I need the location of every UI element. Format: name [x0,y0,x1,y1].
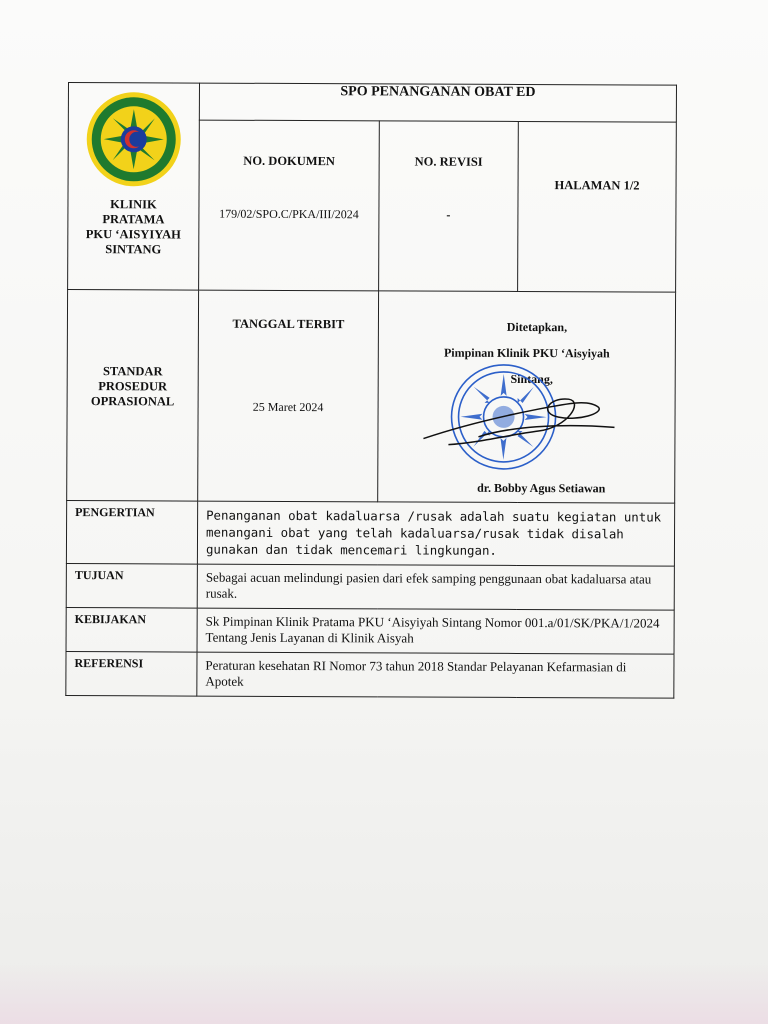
tanggal-terbit-label: TANGGAL TERBIT [232,316,345,332]
standar-line: OPRASIONAL [90,394,175,409]
sintang-text: Sintang, [510,371,553,387]
signer-name: dr. Bobby Agus Setiawan [477,480,606,496]
page-fold-shadow [0,964,768,1024]
tujuan-label: TUJUAN [66,563,197,608]
referensi-text: Peraturan kesehatan RI Nomor 73 tahun 2018 Standar Pelayanan Kefarmasian di Apotek [197,652,674,698]
clinic-name-line: KLINIK [110,197,157,212]
kebijakan-text: Sk Pimpinan Klinik Pratama PKU ‘Aisyiyah Sintang Nomor 001.a/01/SK/PKA/1/2024 Tentang Jenis Layanan di Klinik Aisyah [197,608,674,654]
standar-line: STANDAR [102,364,163,379]
approval-cell [378,291,676,503]
clinic-name-line: SINTANG [105,242,162,257]
tanggal-terbit-value: 25 Maret 2024 [252,399,324,415]
signature-icon [418,387,618,458]
spo-document [65,82,678,699]
document-title: SPO PENANGANAN OBAT ED [199,83,676,122]
standar-line: PROSEDUR [98,379,168,394]
no-dokumen-value: 179/02/SPO.C/PKA/III/2024 [219,206,359,222]
no-revisi-label: NO. REVISI [414,154,483,169]
no-dokumen-label: NO. DOKUMEN [243,153,336,169]
halaman-cell [518,121,677,292]
referensi-label: REFERENSI [66,651,197,696]
no-revisi-cell [379,121,519,292]
spo-table [65,82,677,699]
aisyiyah-logo-icon [84,89,184,189]
ditetapkan-text: Ditetapkan, [506,319,568,335]
standar-cell [67,290,199,502]
no-dokumen-cell [199,120,380,291]
tujuan-text: Sebagai acuan melindungi pasien dari efek samping penggunaan obat kadaluarsa atau rusak. [197,564,674,610]
clinic-name-line: PKU ‘AISYIYAH [85,227,181,242]
pengertian-label: PENGERTIAN [66,500,197,564]
no-revisi-value: - [446,207,451,222]
clinic-name-line: PRATAMA [102,212,165,227]
clinic-cell [68,83,200,291]
pimpinan-text: Pimpinan Klinik PKU ‘Aisyiyah [443,345,610,361]
kebijakan-label: KEBIJAKAN [66,607,197,652]
tanggal-terbit-cell [198,290,379,502]
halaman-label: HALAMAN 1/2 [554,178,640,193]
pengertian-text: Penanganan obat kadaluarsa /rusak adalah suatu kegiatan untuk menangani obat yang telah kadaluarsa/rusak tidak disalah gunakan dan tidak mencemari lingkungan. [197,501,674,566]
